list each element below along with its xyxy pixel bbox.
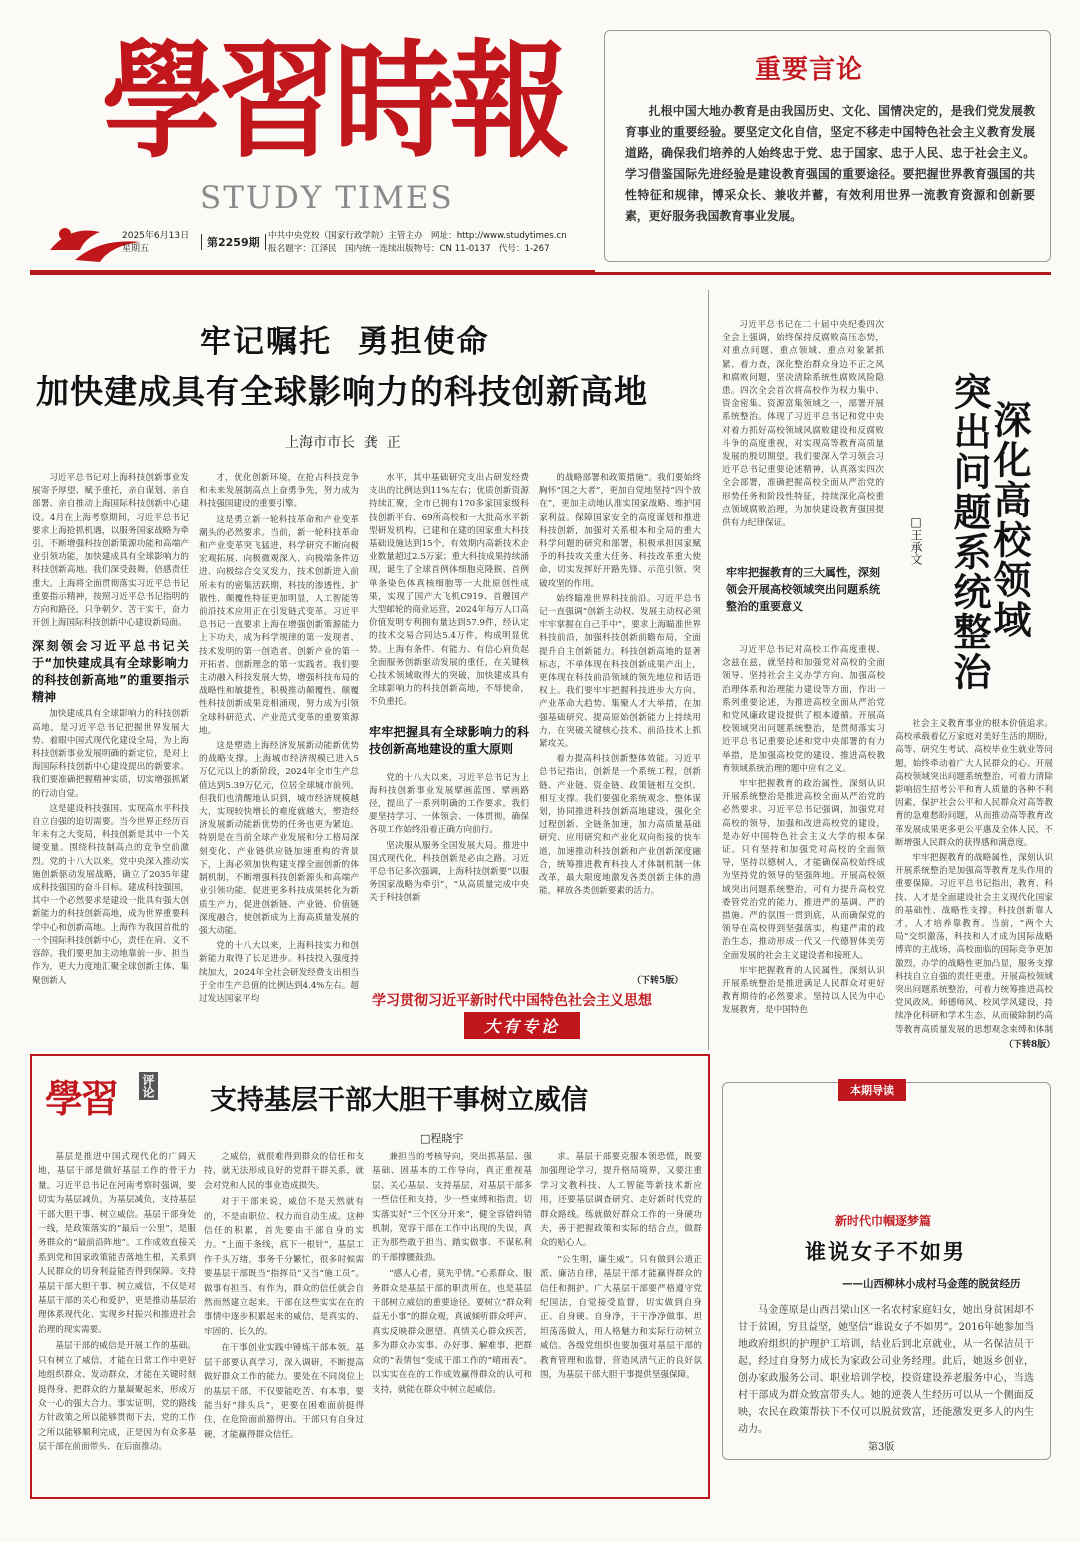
right-paragraph: 习近平总书记对高校工作高度重视、念兹在兹，就坚持和加强党对高校的全面领导、坚持社会主义办学方向、加强高校治理体系和治理能力建设等方面，作出一系列重要论述，为推进高校全面从严治党和党风廉政建设提供了根本遵循。开展高校领域突出问题系统整治，是贯彻落实习近平总书记重要论述和党中央部署的有力举措，是加强高校党的建设、推进高校教育领域系统治理的题中应有之义。 — [722, 645, 885, 774]
lead-subheading-1: 深刻领会习近平总书记关于“加快建成具有全球影响力的科技创新高地”的重要指示精神 — [32, 639, 189, 705]
quote-heading: 重要言论 — [755, 55, 864, 85]
commentary-paragraph: 在干事创业实践中锤炼干部本领。基层干部要认真学习，深入调研，不断提高做好群众工作的能力。要处在不同岗位上的基层干部，不仅要能吃苦、有本事，要能当好“排头兵”，更要在困难面前挺得住，在危险面前豁得出。干部只有自身过硬，才能赢得群众信任。 — [204, 1343, 364, 1440]
lead-subheading-2: 牢牢把握具有全球影响力的科技创新高地建设的重大原则 — [369, 724, 529, 756]
commentary-column-3 — [372, 1150, 532, 1490]
right-subheading: 牢牢把握教育的三大属性，深刻领会开展高校领域突出问题系统整治的重要意义 — [726, 566, 880, 613]
slogan-banner — [372, 990, 702, 1040]
top-rule — [30, 272, 1051, 275]
preview-page[interactable]: 第3版 — [868, 1442, 895, 1453]
preview-text: 马金莲原是山西吕梁山区一名农村家庭妇女，她出身贫困却不甘于贫困，穷且益坚，她坚信“谁说女子不如男”。2016年她参加当地政府组织的护理护工培训，结业后到北京就业，从一名保洁员干起，经过自身努力成长为家政公司业务经理。此后，她返乡创业，创办家政服务公司、职业培训学校，投资建设养老服务中心，当选村干部成为群众致富带头人。她的逆袭人生经历可以从一个侧面反映，农民在政策帮扶下不仅可以脱贫致富，还能激发更多人的内生动力。 — [738, 1305, 1034, 1435]
cn-number: 国内统一连续出版物号：CN 11-0137 — [344, 244, 491, 254]
lead-kicker: 牢记嘱托 勇担使命 — [200, 324, 490, 360]
commentary-column-1 — [38, 1150, 196, 1490]
sponsor-text: 中共中央党校（国家行政学院）主管主办 — [268, 231, 423, 241]
issue-number: 第2259期 — [201, 234, 266, 250]
commentary-paragraph: 求。基层干部要克服本领恐慌，既要加强理论学习，提升格局境界，又要注重学习文教科技、人工智能等新技术新应用，还要基层调查研究、走好新时代党的群众路线。练就做好群众工作的一身硬功夫，善于把握政策和实际的结合点，做群众的贴心人。 — [540, 1152, 702, 1249]
right-paragraph: 牢牢把握教育的人民属性，深刻认识开展系统整治是推进满足人民群众对更好教育期待的必然要求。坚持以人民为中心发展教育，是中国特色 — [722, 965, 885, 1016]
lead-paragraph: 坚决服从服务全国发展大局。推进中国式现代化，科技创新是必由之路。习近平总书记多次强调，上海科技创新要“以服务国家战略为牵引”，“从高质量完成中央关于科技创新 — [369, 840, 529, 904]
lead-continued: （下转5版） — [632, 976, 684, 986]
commentary-paragraph: 基层是推进中国式现代化的广阔天地，基层干部是做好基层工作的骨干力量。习近平总书记在河南考察时强调，要切实为基层减负，为基层减负，支持基层干部大胆干事、树立威信。基层干部身处一线，是政策落实的“最后一公里”，是服务群众的“最前沿阵地”。工作成效直接关系到党和国家政策能否落地生根，关系到人民群众的切身利益能否得到保障。支持基层干部大胆干事、树立威信，不仅是对基层干部的关心和爱护，更是推动基层治理体系现代化、实现乡村振兴和推进社会治理的现实需要。 — [38, 1152, 196, 1335]
commentary-author: □程晓宇 — [420, 1132, 464, 1145]
commentary-logo-tag: 评论 — [139, 1072, 158, 1100]
calligraphy-credit: 报名题字：江泽民 — [268, 244, 337, 254]
lead-paragraph: 这是建设科技强国、实现高水平科技自立自强的迫切需要。当今世界正经历百年未有之大变局，科技创新是其中一个关键变量。围绕科技制高点的竞争空前激烈。党的十八大以来，党中央深入推动实施创新驱动发展战略，确立了2035年建成科技强国的奋斗目标。建成科技强国，其中一个必然要求是建设一批具有强大创新能力的科技创新高地，成为世界重要科学中心和创新高地。上海作为我国首批的一个国际科技创新中心，责任在肩、义不容辞。我们要更加主动地靠前一步、担当作为，更大力度地汇聚全球创新主体、集聚创新人 — [32, 803, 189, 986]
commentary-paragraph: 兼担当的考核导向，突出抓基层、强基础、固基本的工作导向，真正重视基层、关心基层、支持基层，对基层干部多一些信任和支持，少一些束缚和指责。切实落实好“三个区分开来”，健全容错纠错机制，宽容干部在工作中出现的失误，真正为那些敢于担当、踏实做事、不谋私利的干部撑腰鼓劲。 — [372, 1152, 532, 1263]
lead-paragraph: 始终瞄准世界科技前沿。习近平总书记一直强调“创新主动权、发展主动权必须牢牢掌握在自己手中”，要求上海瞄准世界科技前沿，加强科技创新前瞻布局，全面提升自主创新能力。科技创新高地的显著标志，不单体现在科技创新成果产出上，更体现在科技前沿领域的领先地位和话语权上。我们要牢牢把握科技进步大方向、产业革命大趋势、集聚人才大举措，在加强基础研究、提高原始创新能力上持续用力，在突破关键核心技术、前沿技术上抓紧攻关。 — [539, 593, 701, 750]
commentary-column-4 — [540, 1150, 702, 1490]
masthead-english: STUDY TIMES — [200, 180, 454, 216]
important-quote-box — [604, 30, 1051, 262]
right-paragraph: 社会主义教育事业的根本价值追求。高校承载着亿万家庭对美好生活的期盼，高等、研究生考试、高校毕业生就业等问题，始终牵动着广大人民群众的心。开展高校领域突出问题系统整治，可着力清除影响招生招考公平和育人质量的各种不利因素，保护社会公平和人民群众对高等教育的急难愁盼问题，从而推动高等教育改革发展成果更多更公平惠及全体人民，不断增强人民群众的获得感和满意度。 — [895, 719, 1053, 848]
lead-column-3 — [369, 472, 529, 1042]
column-separator — [708, 290, 709, 1050]
lead-paragraph: 这是塑造上海经济发展新动能新优势的战略支撑。上海城市经济规模已进入5万亿元以上的新阶段，2024年全市生产总值达到5.39万亿元，位居全球城市前列。但我们也清醒地认识到，城市经济规模越大，实现较快增长的难度就越大，塑造经济发展新动能新优势的任务也更为紧迫。特别是在当前全球产业发展和分工格局深刻变化、产业链供应链加速重构的背景下，上海必须加快构建支撑全面创新的体制机制，不断增强科技创新源头和高端产业引领功能，促进更多科技成果转化为新质生产力，促进创新链、产业链、价值链深度融合，使创新成为上海高质量发展的强大动能。 — [199, 741, 359, 936]
lead-column-1 — [32, 472, 189, 1042]
website-text[interactable]: 网址：http://www.studytimes.cn — [430, 231, 567, 241]
postal-code: 代号：1-267 — [498, 244, 550, 254]
lead-paragraph: 的战略部署和政策措施”。我们要始终胸怀“国之大者”，更加自觉地坚持“四个放在”，更加主动地认准实国家战略、维护国家利益。保障国家安全的高度谋划和推进科技创新，加强对关系根本和全局的重大科学问题的研究和部署，积极承担国家赋予的科技攻关重大任务、科技改革重大使命，切实发挥好开路先锋、示范引领、突破攻坚的作用。 — [539, 473, 701, 589]
commentary-paragraph: 对于干部来说，威信不是天然就有的，不是由职位、权力而自动生成。这种信任的积累，首先要由干部自身的实力。“上面千条线，底下一根针”，基层工作千头万绪，事务千分繁忙，很多时候需要基层干部既当“指挥员”又当“施工员”。做事有担当、有作为，群众的信任就会自然而然建立起来。干部在这些实实在在的事情中逐步积累起来的威信，是真实的、牢固的、长久的。 — [204, 1197, 364, 1337]
commentary-paragraph: 基层干部的威信是开展工作的基础。只有树立了威信，才能在日常工作中更好地组织群众、发动群众，才能在关键时刻挺得身、把群众的力量凝聚起来，形成万众一心的强大合力。事实证明，党的路线方针政策之所以能够贯彻下去，党的工作之所以能够顺利完成，正是因为有众多基层干部在前面带头、在后面推动。 — [38, 1341, 196, 1453]
preview-headline: 谁说女子不如男 — [805, 1239, 966, 1264]
lead-paragraph: 才，优化创新环境，在抢占科技竞争和未来发展制高点上奋勇争先，努力成为科技强国建设的重要引擎。 — [199, 473, 359, 510]
commentary-logo — [45, 1068, 160, 1128]
lead-paragraph: 这是勇立新一轮科技革命和产业变革潮头的必然要求。当前，新一轮科技革命和产业变革突飞猛进，科学研究不断向极宏观拓展、向极微观深入、向极端条件迈进、向极综合交叉发力，技术创新进入前所未有的密集活跃期，科技的渗透性、扩散性、颠覆性特征更加明显，人工智能等前沿技术应用正在引发链式变革。习近平总书记一直要求上海在增强创新策源能力上下功夫，成为科学规律的第一发现者、技术发明的第一创造者、创新产业的第一开拓者、创新理念的第一实践者。我们要主动融入科技发展大势，增强科技布局的战略性和敏捷性，积极推动颠覆性、颠覆性科技创新成果竞相涌现，努力成为引领全球科研范式、产业范式变革的重要策源地。 — [199, 514, 359, 736]
commentary-column-2 — [204, 1150, 364, 1490]
lead-column-4 — [539, 472, 701, 972]
right-title-col-2: 突出问题系统整治 — [947, 372, 992, 692]
lead-paragraph: 党的十八大以来，上海科技实力和创新能力取得了长足进步。科技投入强度持续加大，2024年全社会研发经费支出相当于全市生产总值的比例达到4.4%左右。超过发达国家平均 — [199, 941, 359, 1004]
lead-paragraph: 水平，其中基础研究支出占研发经费支出的比例达到11%左右；优质创新资源持续汇聚，全市已拥有170多家国家级科技创新平台、69所高校和一大批高水平新型研发机构，已建和在建的国家重大科技基础设施达到15个，有效期内高新技术企业数量超过2.5万家；重大科技成果持续涌现，诞生了全球首例体细胞克隆猴、首例单条染色体真核细胞等一大批原创性成果，实现了国产大飞机C919、首艘国产大型邮轮的商业运营，2024年每万人口高价值发明专利拥有量达到57.9件，经认定的技术交易合同达5.4万件，构成明显优势。上海有条件、有能力、有信心肩负起全面服务创新驱动发展的重任，在关键核心技术领域取得大的突破，加快建成具有全球影响力的科技创新高地，不辱使命，不负重托。 — [369, 473, 529, 708]
right-author: □王承文 — [909, 515, 923, 565]
commentary-logo-text: 學習 — [45, 1076, 118, 1121]
date-line — [122, 230, 189, 256]
lead-title: 加快建成具有全球影响力的科技创新高地 — [36, 372, 648, 411]
lead-paragraph: 加快建成具有全球影响力的科技创新高地，是习近平总书记把握世界发展大势、着眼中国式现代化建设全局，为上海科技创新事业发展明确的新定位，是对上海国际科技创新中心建设提出的新要求。我们要准确把握精神实质，切实增强抓紧的行动自觉。 — [32, 709, 189, 799]
commentary-paragraph: 之威信，就很难得到群众的信任和支持，就无法形成良好的党群干群关系，就会对党和人民的事业造成损失。 — [204, 1152, 364, 1191]
lead-paragraph: 习近平总书记对上海科技创新事业发展寄予厚望、赋予重托，亲自谋划、亲自部署、亲自推动上海国际科技创新中心建设。4月在上海考察期间，习近平总书记要求上海抢抓机遇，以服务国家战略为牵引，不断增强科技创新策源功能和高端产业引领功能，加快建成具有全球影响力的科技创新高地。我们深受鼓舞，倍感责任重大。上海将全面贯彻落实习近平总书记重要指示精神，按照习近平总书记指明的方向和路径，只争朝夕、苦干实干，奋力开创上海国际科技创新中心建设新局面。 — [32, 473, 189, 629]
right-paragraph: 习近平总书记在二十届中央纪委四次全会上强调，始终保持反腐败高压态势，对重点问题、重点领域、重点对象紧抓紧、着力查，深化整治群众身边不正之风和腐败问题，坚决清除系统性腐败风险隐患。四次全会首次将高校作为权力集中、资金密集、资源富集领域之一，部署开展系统整治。体现了习近平总书记和党中央对着力抓好高校领域风腐败建设和反腐败斗争的高度重视，对实现高等教育高质量发展的殷切期望。我们要深入学习领会习近平总书记重要论述精神，认真落实四次全会部署，准确把握高校全面从严治党的形势任务和阶段性特征，持续深化高校重点领域腐败治理，为加快建设教育强国提供有力纪律保证。 — [722, 320, 884, 529]
commentary-paragraph: “公生明，廉生威”。只有做到公道正派、廉洁自律，基层干部才能赢得群众的信任和拥护。广大基层干部要严格遵守党纪国法，自觉接受监督，切实做到自身正、自身硬、自身净，干干净净做事、坦坦荡荡做人，用人格魅力和实际行动树立威信。各级党组织也要加强对基层干部的教育管理和监督，营造风清气正的良好氛围，为基层干部大胆干事提供坚强保障。 — [540, 1254, 702, 1381]
commentary-paragraph: “感人心者，莫先乎情。”心系群众、服务群众是基层干部的职责所在，也是基层干部树立威信的重要途径。要树立“群众利益无小事”的群众观，真诚倾听群众呼声、真实反映群众愿望、真情关心群众疾苦，多为群众办实事、办好事、解难事，把群众的“表情包”变成干部工作的“晴雨表”。以实实在在的工作成效赢得群众的认可和支持，就能在群众中树立起威信。 — [372, 1269, 532, 1395]
right-paragraph: 牢牢把握教育的战略属性，深刻认识开展系统整治是加强高等教育龙头作用的重要保障。习近平总书记指出，教育、科技、人才是全面建设社会主义现代化国家的基础性、战略性支撑。科技创新靠人才，人才培养靠教育。当前，“两个大局”交织激荡，科技和人才成为国际战略博弈的主战场，高校面临的国际竞争更加激烈，办学的战略性更加凸显，服务支撑科技自立自强的责任更重。开展高校领域突出问题系统整治，可着力统筹推进高校党风政风、师德师风、校风学风建设，持续净化科研和学术生态，从而破除制约高等教育高质量发展的思想观念束缚和体制 — [895, 853, 1053, 1035]
lead-paragraph: 着力提高科技创新整体效能。习近平总书记指出，创新是一个系统工程，创新链、产业链、资金链、政策链相互交织、相互支撑。我们要强化系统观念、整体谋划，协同推进科技创新高地建设，强化全过程创新、全链条加速，加力高质量基础研究、应用研究和产业化双向衔接的快车道，加速推动科技创新和产业创新深度融合，统筹推进教育科技人才体制机制一体改革，最大限度地激发各类创新主体的潜能，释放各类创新要素的活力。 — [539, 754, 701, 897]
publisher-info — [268, 230, 567, 256]
right-intro — [722, 319, 884, 559]
masthead-title: 學習時報 — [102, 27, 566, 176]
right-paragraph: 牢牢把握教育的政治属性，深刻认识开展系统整治是推进高校全面从严治党的必然要求。习近平总书记强调，加强党对高校的领导，加强和改进高校党的建设，是办好中国特色社会主义大学的根本保证。只有坚持和加强党对高校的全面领导，坚持以德树人，才能确保高校始终成为坚持党的领导的坚强阵地。开展高校领域突出问题系统整治，可有力提升高校党委管党治党的能力，推进严的基调、严的措施、严的氛围一贯到底，从而确保党的领导在高校得到坚强落实，构建严肃的政治生态，推动形成一代又一代德智体美劳全面发展的社会主义建设者和接班人。 — [722, 779, 885, 961]
lead-column-2 — [199, 472, 359, 1042]
quote-text: 扎根中国大地办教育是由我国历史、文化、国情决定的，是我们党发展教育事业的重要经验。要坚定文化自信，坚定不移走中国特色社会主义教育发展道路，确保我们培养的人始终忠于党、忠于国家、忠于人民、忠于社会主义。学习借鉴国际先进经验是建设教育强国的重要途径。要把握世界教育强国的共性特征和规律，博采众长、兼收并蓄，有效利用世界一流教育资源和创新要素，更好服务我国教育事业发展。 — [625, 104, 1035, 223]
right-title-col-1: 深化高校领域 — [987, 400, 1032, 640]
masthead — [30, 22, 595, 272]
right-body-a — [722, 644, 885, 1044]
issue-weekday: 星期五 — [122, 244, 150, 254]
issue-date: 2025年6月13日 — [122, 231, 190, 241]
right-body-b — [895, 718, 1053, 1036]
right-continued: （下转8版） — [1004, 1040, 1056, 1050]
slogan-text: 学习贯彻习近平新时代中国特色社会主义思想 — [372, 993, 652, 1009]
preview-tag: 本期导读 — [838, 1079, 906, 1101]
commentary-title: 支持基层干部大胆干事树立威信 — [210, 1085, 588, 1116]
preview-subtitle: ——山西柳林小成村马金莲的脱贫经历 — [842, 1278, 1021, 1290]
preview-kicker: 新时代巾帼逐梦篇 — [835, 1214, 932, 1228]
lead-paragraph: 党的十八大以来，习近平总书记为上海科技创新事业发展擘画蓝图、擘画路径，提出了一系列明确的工作要求。我们要坚持学习、一体领会、一体贯彻，确保各项工作始终沿着正确方向前行。 — [369, 772, 529, 836]
lead-author: 上海市市长 龚 正 — [285, 435, 401, 451]
slogan-sub: 大有专论 — [464, 1012, 580, 1039]
